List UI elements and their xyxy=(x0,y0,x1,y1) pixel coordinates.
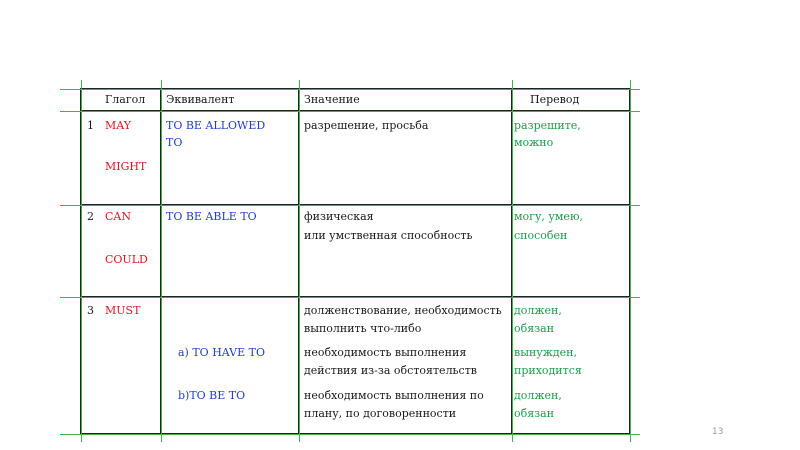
meaning-line: долженствование, необходимость xyxy=(304,304,502,317)
meaning-line: действия из-за обстоятельств xyxy=(304,364,477,377)
green-guide-bottom xyxy=(60,434,640,435)
translation-line: обязан xyxy=(514,322,555,335)
row-number: 1 xyxy=(87,119,94,132)
translation-line: должен, xyxy=(514,389,562,402)
meaning-line: плану, по договоренности xyxy=(304,407,457,420)
translation-line: должен, xyxy=(514,304,562,317)
green-guide-col1 xyxy=(161,80,162,442)
verb-may: MAY xyxy=(105,119,132,132)
row-number: 3 xyxy=(87,304,94,317)
green-guide-col3 xyxy=(512,80,513,442)
translation-line: способен xyxy=(514,229,568,242)
meaning-line: необходимость выполнения по xyxy=(304,389,484,402)
row-number: 2 xyxy=(87,210,94,223)
translation-line: можно xyxy=(514,136,554,149)
verb-could: COULD xyxy=(105,253,148,266)
green-guide-row1 xyxy=(60,205,640,206)
translation-line: приходится xyxy=(514,364,582,377)
translation-line: разрешите, xyxy=(514,119,581,132)
meaning-line: необходимость выполнения xyxy=(304,346,467,359)
green-guide-right xyxy=(630,80,631,442)
translation-line: обязан xyxy=(514,407,555,420)
meaning-line: физическая xyxy=(304,210,374,223)
header-verb: Глагол xyxy=(105,93,146,106)
meaning-line: разрешение, просьба xyxy=(304,119,429,132)
translation-line: вынужден, xyxy=(514,346,577,359)
equivalent-line: TO BE ALLOWED xyxy=(166,119,266,132)
verb-must: MUST xyxy=(105,304,141,317)
green-guide-row2 xyxy=(60,297,640,298)
equivalent-line: TO xyxy=(166,136,183,149)
header-meaning: Значение xyxy=(304,93,360,106)
verb-can: CAN xyxy=(105,210,131,223)
equivalent-line: TO BE ABLE TO xyxy=(166,210,257,223)
header-translation: Перевод xyxy=(530,93,580,106)
header-equivalent: Эквивалент xyxy=(166,93,235,106)
meaning-line: или умственная способность xyxy=(304,229,473,242)
green-guide-header xyxy=(60,111,640,112)
equivalent-line: b)TO BE TO xyxy=(178,389,246,402)
page-number: 13 xyxy=(712,427,724,437)
green-guide-col2 xyxy=(299,80,300,442)
translation-line: могу, умею, xyxy=(514,210,584,223)
equivalent-line: а) TO HAVE TO xyxy=(178,346,266,359)
green-guide-left xyxy=(81,80,82,442)
meaning-line: выполнить что-либо xyxy=(304,322,422,335)
verb-might: MIGHT xyxy=(105,160,147,173)
